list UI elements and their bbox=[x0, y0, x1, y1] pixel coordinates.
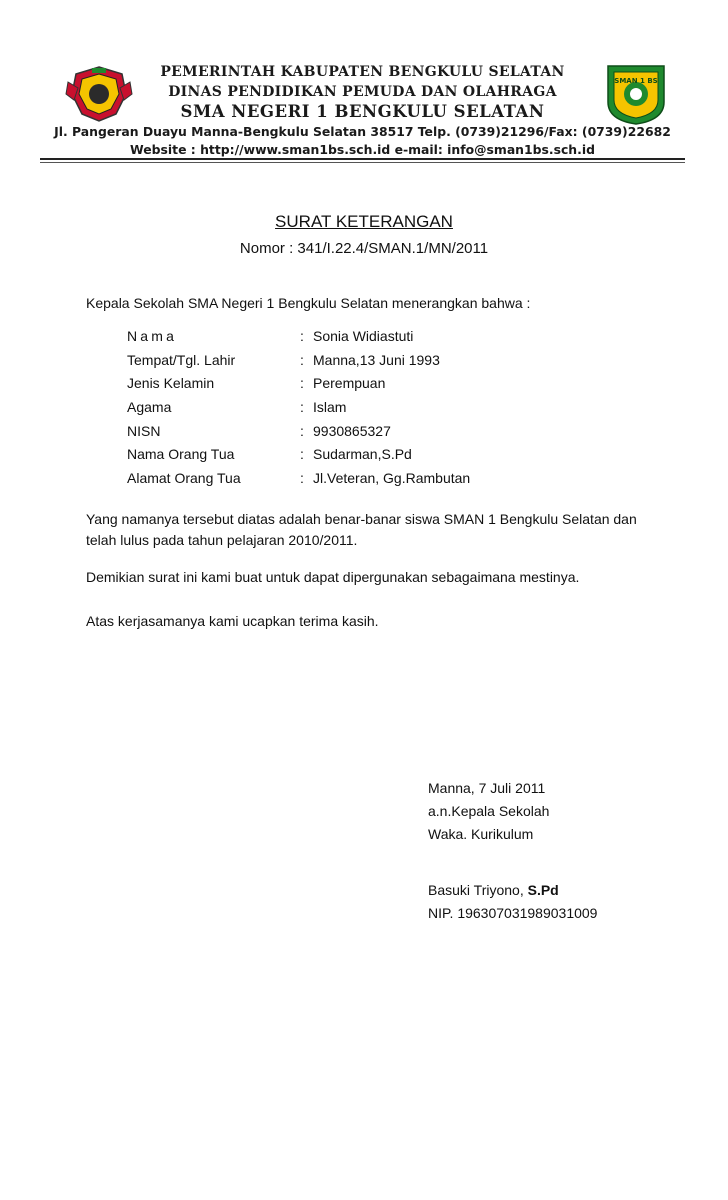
field-colon: : bbox=[300, 470, 304, 487]
field-colon: : bbox=[300, 446, 304, 463]
field-label-parent-name: Nama Orang Tua bbox=[127, 446, 235, 463]
field-value-religion: Islam bbox=[313, 399, 347, 416]
document-number: Nomor : 341/I.22.4/SMAN.1/MN/2011 bbox=[239, 240, 489, 257]
signature-on-behalf: a.n.Kepala Sekolah bbox=[428, 803, 550, 819]
school-logo-icon bbox=[602, 62, 670, 126]
student-details bbox=[127, 328, 607, 494]
letterhead-address: Jl. Pangeran Duayu Manna-Bengkulu Selatan 38517 Telp. (0739)21296/Fax: (0739)22682 bbox=[54, 124, 671, 139]
letterhead-government: PEMERINTAH KABUPATEN BENGKULU SELATAN bbox=[160, 64, 565, 80]
letterhead-website: Website : http://www.sman1bs.sch.id e-mail: info@sman1bs.sch.id bbox=[130, 142, 595, 157]
field-row bbox=[127, 352, 607, 376]
closing-paragraph: Demikian surat ini kami buat untuk dapat dipergunakan sebagaimana mestinya. bbox=[86, 569, 580, 585]
field-row bbox=[127, 328, 607, 352]
field-value-nisn: 9930865327 bbox=[313, 422, 391, 439]
school-logo-text: SMAN 1 BS bbox=[614, 77, 658, 85]
field-row bbox=[127, 423, 607, 447]
letterhead-department: DINAS PENDIDIKAN PEMUDA DAN OLAHRAGA bbox=[168, 84, 557, 100]
field-row bbox=[127, 470, 607, 494]
signer-degree: S.Pd bbox=[527, 882, 559, 898]
field-colon: : bbox=[300, 399, 304, 416]
signer-nip: NIP. 196307031989031009 bbox=[428, 905, 598, 921]
field-label-religion: Agama bbox=[127, 399, 172, 416]
signature-place-date: Manna, 7 Juli 2011 bbox=[428, 780, 546, 796]
letterhead bbox=[40, 60, 685, 164]
field-label-birth: Tempat/Tgl. Lahir bbox=[127, 351, 236, 368]
field-colon: : bbox=[300, 422, 304, 439]
signer-name: Basuki Triyono, bbox=[428, 882, 528, 898]
document-title: SURAT KETERANGAN bbox=[275, 212, 453, 231]
field-value-parent-address: Jl.Veteran, Gg.Rambutan bbox=[313, 470, 471, 487]
field-row bbox=[127, 446, 607, 470]
field-label-nama: Nama bbox=[127, 328, 178, 344]
field-colon: : bbox=[300, 351, 304, 368]
letterhead-rule-thick bbox=[40, 158, 685, 160]
field-label-nisn: NISN bbox=[127, 422, 161, 439]
field-colon: : bbox=[300, 328, 304, 344]
field-value-birth: Manna,13 Juni 1993 bbox=[313, 351, 440, 368]
signature-block-signer bbox=[428, 879, 688, 925]
field-row bbox=[127, 399, 607, 423]
field-colon: : bbox=[300, 375, 304, 392]
field-label-gender: Jenis Kelamin bbox=[127, 375, 215, 392]
statement-paragraph: Yang namanya tersebut diatas adalah benar-banar siswa SMAN 1 Bengkulu Selatan dan telah lulus pada tahun pelajaran 2010/2011. bbox=[86, 511, 637, 548]
letterhead-rule-thin bbox=[40, 162, 685, 163]
letterhead-school-name: SMA NEGERI 1 BENGKULU SELATAN bbox=[180, 102, 545, 121]
intro-statement: Kepala Sekolah SMA Negeri 1 Bengkulu Selatan menerangkan bahwa : bbox=[86, 295, 531, 311]
field-value-parent-name: Sudarman,S.Pd bbox=[313, 446, 412, 463]
signature-block-header bbox=[428, 777, 688, 846]
signature-position: Waka. Kurikulum bbox=[428, 826, 534, 842]
thanks-paragraph: Atas kerjasamanya kami ucapkan terima kasih. bbox=[86, 613, 379, 629]
field-label-parent-address: Alamat Orang Tua bbox=[127, 470, 241, 487]
field-row bbox=[127, 375, 607, 399]
field-value-nama: Sonia Widiastuti bbox=[313, 328, 414, 344]
field-value-gender: Perempuan bbox=[313, 375, 386, 392]
signer-name-line bbox=[428, 879, 688, 902]
